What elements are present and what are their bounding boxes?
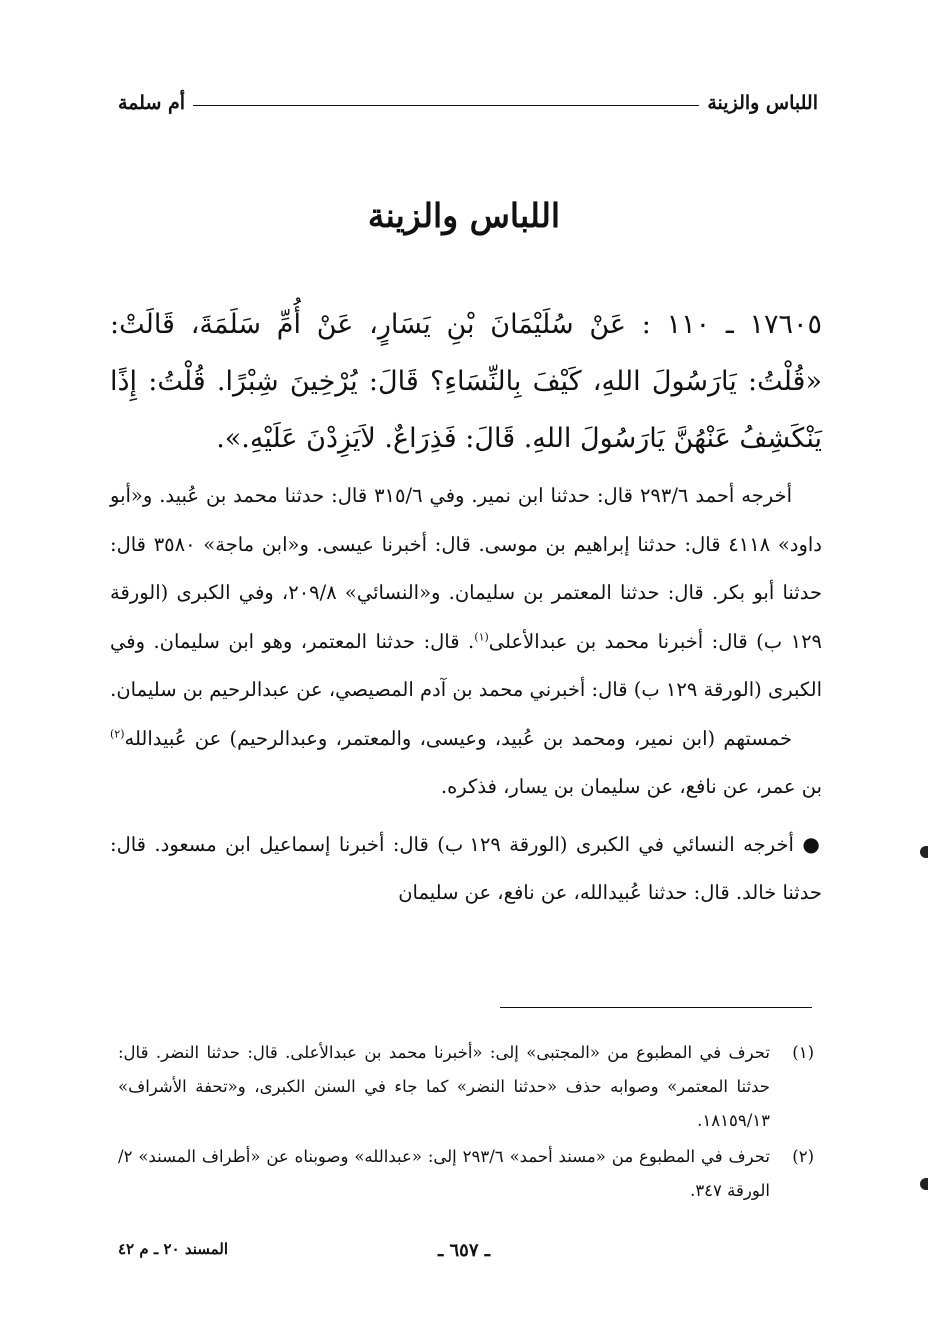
- commentary-2-tail: بن عمر، عن نافع، عن سليمان بن يسار، فذكره.: [440, 775, 822, 798]
- commentary-2-text: خمستهم (ابن نمير، ومحمد بن عُبيد، وعيسى، والمعتمر، وعبدالرحيم) عن عُبيدالله: [124, 726, 792, 750]
- footnote-ref-2: (٢): [110, 727, 125, 740]
- commentary-1-text: أخرجه أحمد ٢٩٣/٦ قال: حدثنا ابن نمير. وفي ٣١٥/٦ قال: حدثنا محمد بن عُبيد. و«أبو داود» ٤١١٨ قال: حدثنا إبراهيم بن موسى. قال: أخبرنا عيسى. و«ابن ماجة» ٣٥٨٠ قال: حدثنا أبو بكر. قال: حدثنا المعتمر بن سليمان. و«النسائي» ٢٠٩/٨، وفي الكبرى (الورقة ١٢٩ ب) قال: أخبرنا محمد بن عبدالأعلى: [110, 484, 823, 653]
- footnote-number: (١): [792, 1043, 814, 1062]
- running-header: [118, 88, 818, 118]
- commentary-paragraph-2: [110, 715, 822, 812]
- running-chapter-title: اللباس والزينة: [707, 92, 818, 114]
- footnote-separator: [500, 1007, 812, 1008]
- hadith-number: ١٧٦٠٥ ـ ١١٠ :: [641, 309, 822, 340]
- hadith-text-block: [110, 296, 822, 467]
- footnote-text: تحرف في المطبوع من «مسند أحمد» ٢٩٣/٦ إلى: «عبدالله» وصوبناه عن «أطراف المسند» ٢/الورقة ٣٤٧.: [118, 1147, 770, 1200]
- footnote-ref-1: (١): [474, 630, 489, 643]
- printer-signature: المسند ٢٠ ـ م ٤٢: [118, 1240, 229, 1258]
- running-narrator-name: أم سلمة: [118, 92, 186, 114]
- hadith-body: عَنْ سُلَيْمَانَ بْنِ يَسَارٍ، عَنْ أُمِّ سَلَمَةَ، قَالَتْ: «قُلْتُ: يَارَسُولَ اللهِ، كَيْفَ بِالنِّسَاءِ؟ قَالَ: يُرْخِينَ شِبْرًا. قُلْتُ: إِذًا يَنْكَشِفُ عَنْهُنَّ يَارَسُولَ اللهِ. قَالَ: فَذِرَاعٌ. لاَيَزِدْنَ عَلَيْهِ.».: [110, 309, 822, 454]
- commentary-3-text: أخرجه النسائي في الكبرى (الورقة ١٢٩ ب) قال: أخبرنا إسماعيل ابن مسعود. قال: حدثنا خالد. قال: حدثنا عُبيدالله، عن نافع، عن سليمان: [110, 832, 822, 904]
- page-number: ـ ٦٥٧ ـ: [437, 1240, 491, 1261]
- footnote-1: [118, 1036, 814, 1138]
- chapter-title: اللباس والزينة: [367, 196, 561, 235]
- footnote-number: (٢): [792, 1147, 814, 1166]
- footnote-text: تحرف في المطبوع من «المجتبى» إلى: «أخبرنا محمد بن عبدالأعلى. قال: حدثنا النضر. قال: حدثنا المعتمر» وصوابه حذف «حدثنا النضر» كما جاء في السنن الكبرى، و«تحفة الأشراف» ١٨١٥٩/١٣.: [118, 1043, 770, 1130]
- page-edge-mark: [920, 1178, 928, 1190]
- bullet-icon: ●: [802, 831, 823, 856]
- commentary-paragraph-3: [110, 820, 822, 918]
- takhrij-commentary: [110, 472, 822, 918]
- header-rule: [193, 105, 699, 106]
- footnote-2: [118, 1140, 814, 1208]
- commentary-1-tail: . قال: حدثنا المعتمر، وهو ابن سليمان. وفي الكبرى (الورقة ١٢٩ ب) قال: أخبرني محمد بن آدم المصيصي، عن عبدالرحيم بن سليمان.: [110, 629, 822, 701]
- page-edge-mark: [920, 846, 928, 858]
- footnotes: [118, 1036, 814, 1210]
- commentary-paragraph-1: [110, 472, 822, 715]
